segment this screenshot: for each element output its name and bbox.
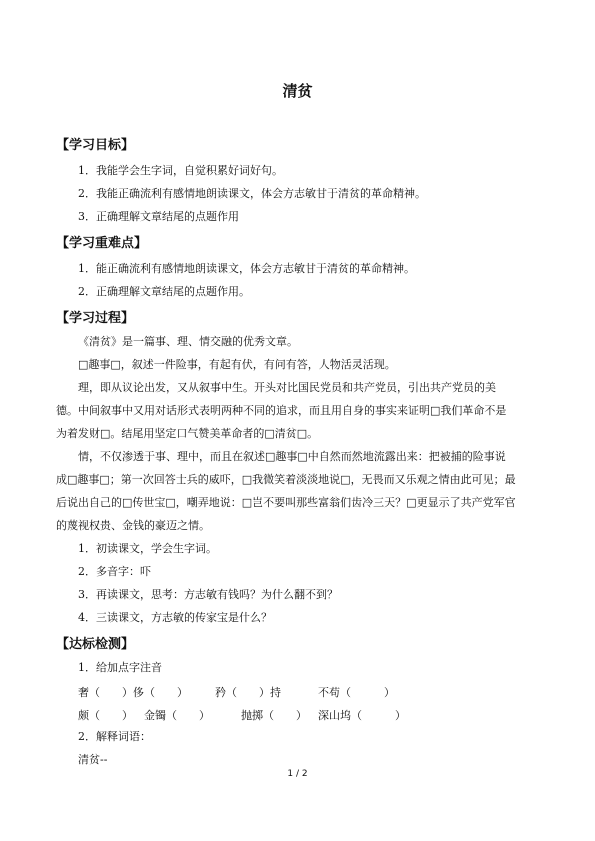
process-paragraph-line: 的蔑视权贵、金钱的豪迈之情。 — [56, 519, 210, 532]
process-paragraph-line: 德。中间叙事中又用对话形式表明两种不同的追求，而且用自身的事实来证明□我们革命不是 — [56, 404, 507, 417]
page-title: 清贫 — [282, 82, 313, 100]
goal-item: 3．正确理解文章结尾的点题作用 — [78, 210, 239, 223]
goal-item: 2．我能正确流利有感情地朗读课文，体会方志敏甘于清贫的革命精神。 — [78, 187, 426, 200]
process-paragraph-line: 成□趣事□；第一次回答士兵的威吓，□我微笑着淡淡地说□，无畏而又乐观之情由此可见；最 — [56, 473, 516, 486]
goal-item: 1．我能学会生字词，自觉积累好词好句。 — [78, 164, 283, 177]
process-step: 3．再读课文，思考：方志敏有钱吗？为什么翻不到？ — [78, 588, 338, 601]
process-paragraph-line: 为着发财□。结尾用坚定口气赞美革命者的□清贫□。 — [56, 427, 319, 440]
page-number: 1 / 2 — [287, 769, 308, 779]
process-paragraph-line: 后说出自己的□传世宝□，嘲弄地说：□岂不要叫那些富翁们齿冷三天？□更显示了共产党军官 — [56, 496, 516, 509]
test-question: 2．解释词语： — [78, 730, 151, 743]
pinyin-blank: 抛掷（ ） — [241, 709, 307, 722]
test-question: 1．给加点字注音 — [78, 661, 162, 674]
pinyin-blank: 奢（ ）侈（ ） — [78, 686, 188, 699]
pinyin-row — [78, 707, 558, 721]
section-heading-goals: 【学习目标】 — [56, 138, 135, 153]
section-heading-test: 【达标检测】 — [56, 637, 135, 652]
process-paragraph-line: 理，即从议论出发，又从叙事中生。开头对比国民党员和共产党员，引出共产党员的美 — [78, 381, 496, 394]
pinyin-blank: 深山坞（ ） — [318, 709, 406, 722]
section-heading-keypoints: 【学习重难点】 — [56, 236, 148, 251]
process-step: 2．多音字：吓 — [78, 565, 151, 578]
pinyin-row — [78, 684, 558, 698]
pinyin-blank: 颇（ ） — [78, 709, 133, 722]
keypoint-item: 1．能正确流利有感情地朗读课文，体会方志敏甘于清贫的革命精神。 — [78, 262, 415, 275]
pinyin-blank: 金镯（ ） — [144, 709, 210, 722]
pinyin-blank: 不苟（ ） — [318, 686, 395, 699]
process-paragraph-line: 情，不仅渗透于事、理中，而且在叙述□趣事□中自然而然地流露出来：把被捕的险事说 — [78, 450, 506, 463]
process-paragraph-line: 《清贫》是一篇事、理、情交融的优秀文章。 — [78, 335, 298, 348]
process-step: 1．初读课文，学会生字词。 — [78, 542, 217, 555]
process-paragraph-line: □趣事□，叙述一件险事，有起有伏，有问有答，人物活灵活现。 — [78, 358, 396, 371]
process-step: 4．三读课文，方志敏的传家宝是什么？ — [78, 611, 272, 624]
pinyin-blank: 矜（ ）持 — [215, 686, 281, 699]
section-heading-process: 【学习过程】 — [56, 311, 135, 326]
keypoint-item: 2．正确理解文章结尾的点题作用。 — [78, 285, 250, 298]
vocab-item: 清贫-- — [78, 753, 108, 766]
